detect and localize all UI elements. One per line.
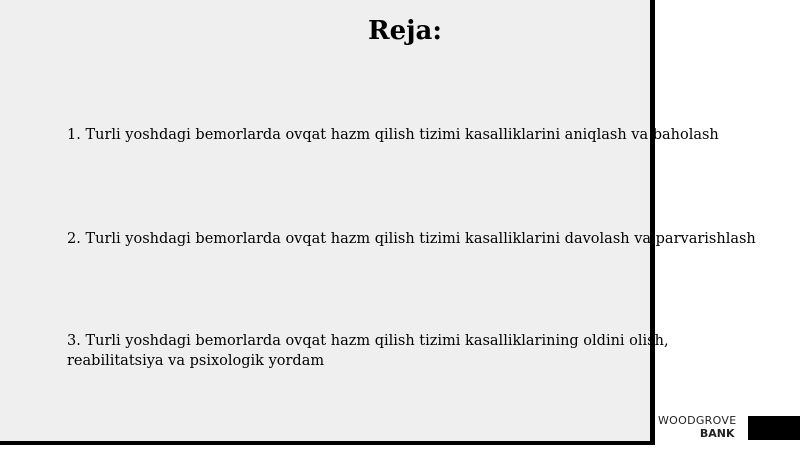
plan-item-1: 1. Turli yoshdagi bemorlarda ovqat hazm qilish tizimi kasalliklarini aniqlash va baholash [67,127,719,143]
plan-item-2: 2. Turli yoshdagi bemorlarda ovqat hazm qilish tizimi kasalliklarini davolash va parvarishlash [67,231,756,247]
logo-text-woodgrove: WOODGROVE [658,414,737,427]
slide-title: Reja: [367,16,442,46]
logo-text-bank: BANK [699,427,735,440]
plan-item-3: 3. Turli yoshdagi bemorlarda ovqat hazm qilish tizimi kasalliklarining oldini olish, reabilitatsiya va psixologik yordam [67,333,669,369]
woodgrove-bank-logo [658,414,736,440]
logo-black-bar [748,416,800,440]
